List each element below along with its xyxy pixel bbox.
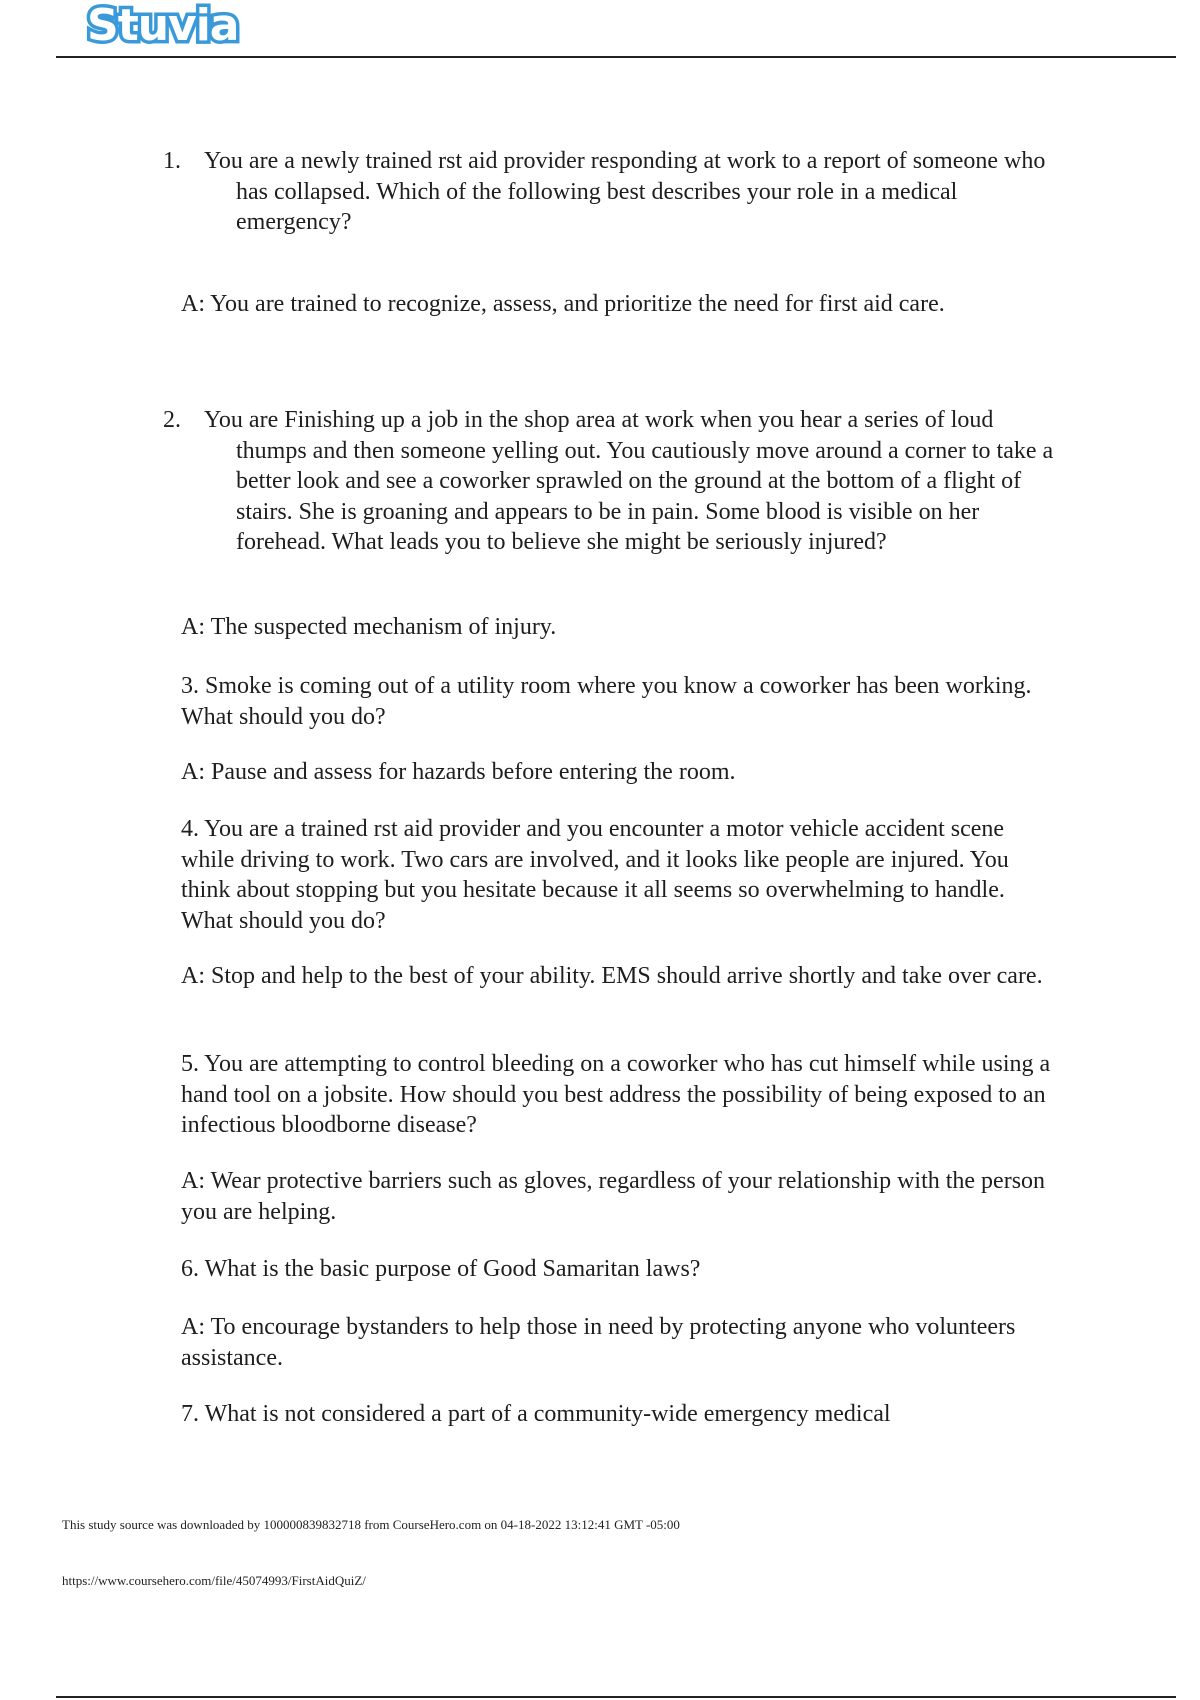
header-divider <box>56 56 1176 58</box>
question-number: 1. <box>163 148 181 174</box>
answer-2: A: The suspected mechanism of injury. <box>181 614 557 640</box>
question-number: 2. <box>163 407 181 433</box>
page-header <box>0 0 1200 60</box>
footer-divider <box>56 1696 1176 1698</box>
answer-4: A: Stop and help to the best of your ability. EMS should arrive shortly and take over care. <box>181 963 1043 989</box>
question-4: 4. You are a trained rst aid provider and you encounter a motor vehicle accident scene while driving to work. Two cars are involved, and it looks like people are injured. You think about stopping but you hesitate because it all seems so overwhelming to handle. What should you do? <box>181 816 1009 934</box>
answer-1: A: You are trained to recognize, assess, and prioritize the need for first aid care. <box>181 291 945 317</box>
question-text: You are a newly trained rst aid provider responding at work to a report of someone who has collapsed. Which of the following best describes your role in a medical emergency? <box>204 148 1046 235</box>
question-1 <box>163 146 1063 238</box>
question-5: 5. You are attempting to control bleeding on a coworker who has cut himself while using a hand tool on a jobsite. How should you best address the possibility of being exposed to an infectious bloodborne disease? <box>181 1051 1051 1138</box>
question-text: You are Finishing up a job in the shop area at work when you hear a series of loud thumps and then someone yelling out. You cautiously move around a corner to take a better look and see a coworker sprawled on the ground at the bottom of a flight of stairs. She is groaning and appears to be in pain. Some blood is visible on her forehead. What leads you to believe she might be seriously injured? <box>204 407 1054 555</box>
stuvia-logo[interactable]: Stuvia <box>87 0 239 51</box>
answer-6: A: To encourage bystanders to help those in need by protecting anyone who volunteers assistance. <box>181 1314 1016 1371</box>
question-6: 6. What is the basic purpose of Good Samaritan laws? <box>181 1256 701 1282</box>
download-note: This study source was downloaded by 100000839832718 from CourseHero.com on 04-18-2022 13:12:41 GMT -05:00 <box>62 1517 680 1532</box>
question-3: 3. Smoke is coming out of a utility room where you know a coworker has been working. What should you do? <box>181 673 1032 730</box>
source-url[interactable]: https://www.coursehero.com/file/45074993/FirstAidQuiZ/ <box>62 1573 366 1588</box>
answer-5: A: Wear protective barriers such as gloves, regardless of your relationship with the person you are helping. <box>181 1168 1046 1225</box>
question-2 <box>163 405 1063 558</box>
question-7: 7. What is not considered a part of a community-wide emergency medical <box>181 1401 891 1427</box>
answer-3: A: Pause and assess for hazards before entering the room. <box>181 759 736 785</box>
